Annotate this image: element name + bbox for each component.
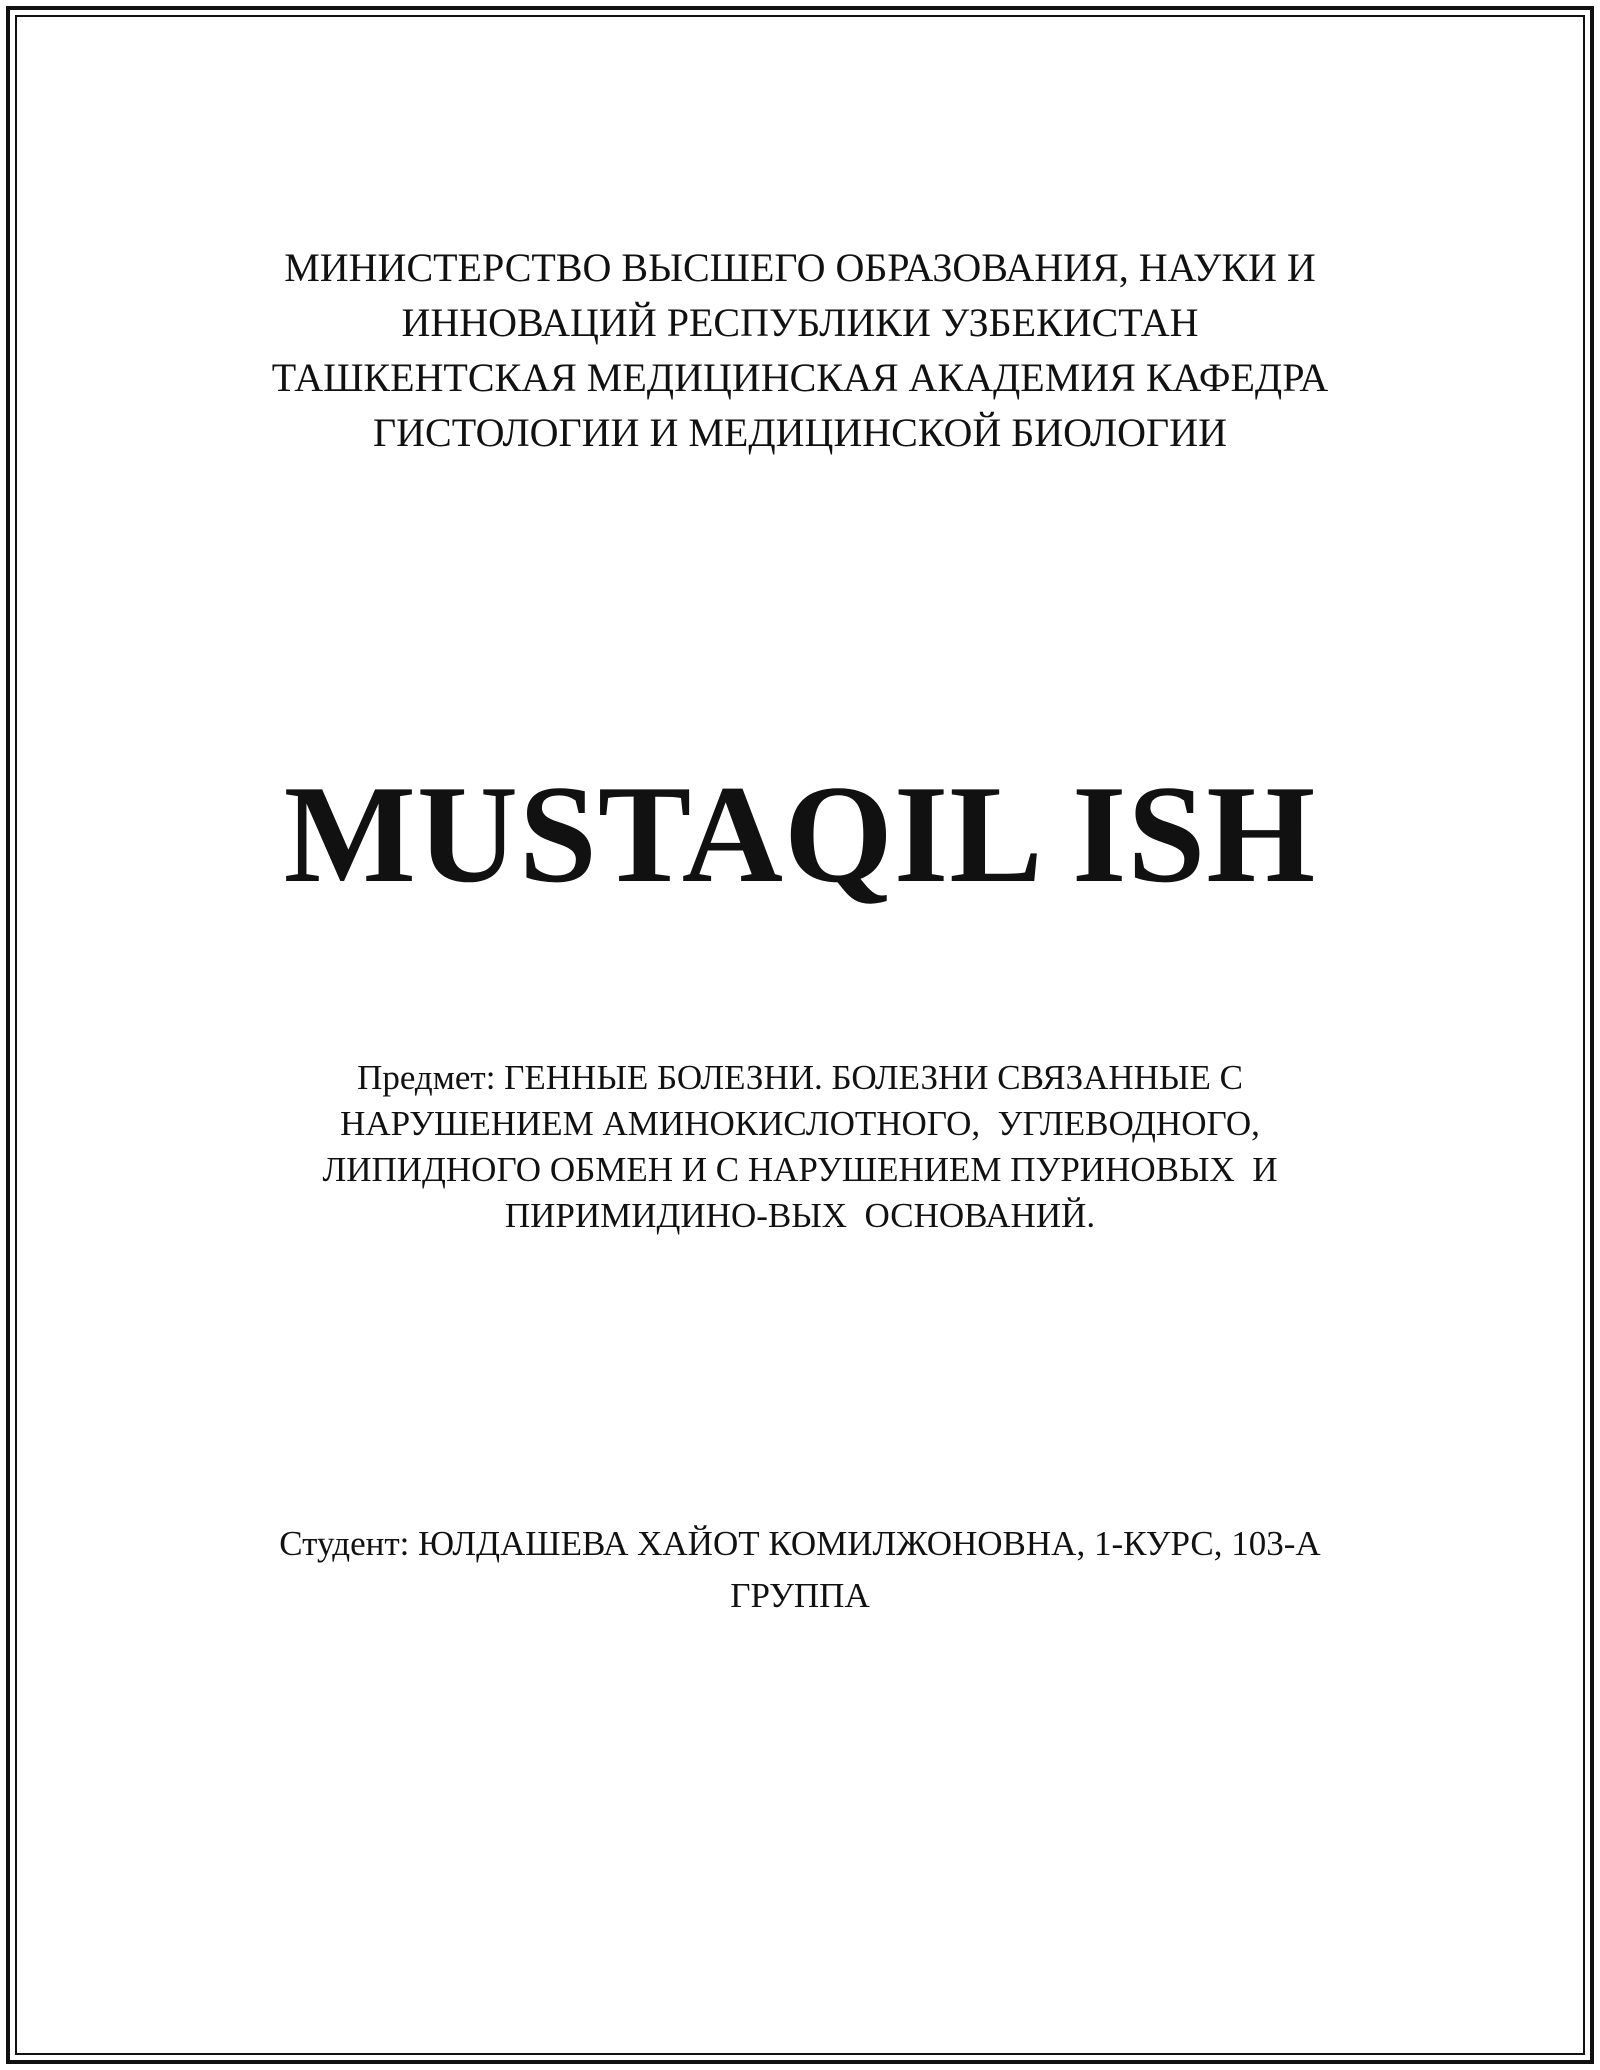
header-line: ТАШКЕНТСКАЯ МЕДИЦИНСКАЯ АКАДЕМИЯ КАФЕДРА: [271, 355, 1329, 400]
student-line: Студент: ЮЛДАШЕВА ХАЙОТ КОМИЛЖОНОВНА, 1-КУРС, 103-А: [279, 1524, 1321, 1563]
student-info: [150, 1518, 1450, 1622]
student-line: ГРУППА: [730, 1576, 870, 1615]
header-line: ГИСТОЛОГИИ И МЕДИЦИНСКОЙ БИОЛОГИИ: [373, 410, 1227, 455]
subject-line: ПИРИМИДИНО-ВЫХ ОСНОВАНИЙ.: [504, 1196, 1096, 1235]
subject-text: [150, 1055, 1450, 1239]
header-line: МИНИСТЕРСТВО ВЫСШЕГО ОБРАЗОВАНИЯ, НАУКИ И: [284, 245, 1316, 290]
subject-line: Предмет: ГЕННЫЕ БОЛЕЗНИ. БОЛЕЗНИ СВЯЗАННЫЕ С: [357, 1058, 1243, 1097]
subject-line: ЛИПИДНОГО ОБМЕН И С НАРУШЕНИЕМ ПУРИНОВЫХ И: [322, 1150, 1278, 1189]
header-line: ИННОВАЦИЙ РЕСПУБЛИКИ УЗБЕКИСТАН: [401, 300, 1199, 345]
institution-header: [150, 240, 1450, 460]
subject-line: НАРУШЕНИЕМ АМИНОКИСЛОТНОГО, УГЛЕВОДНОГО,: [340, 1104, 1260, 1143]
document-title: MUSTAQIL ISH: [283, 757, 1317, 912]
